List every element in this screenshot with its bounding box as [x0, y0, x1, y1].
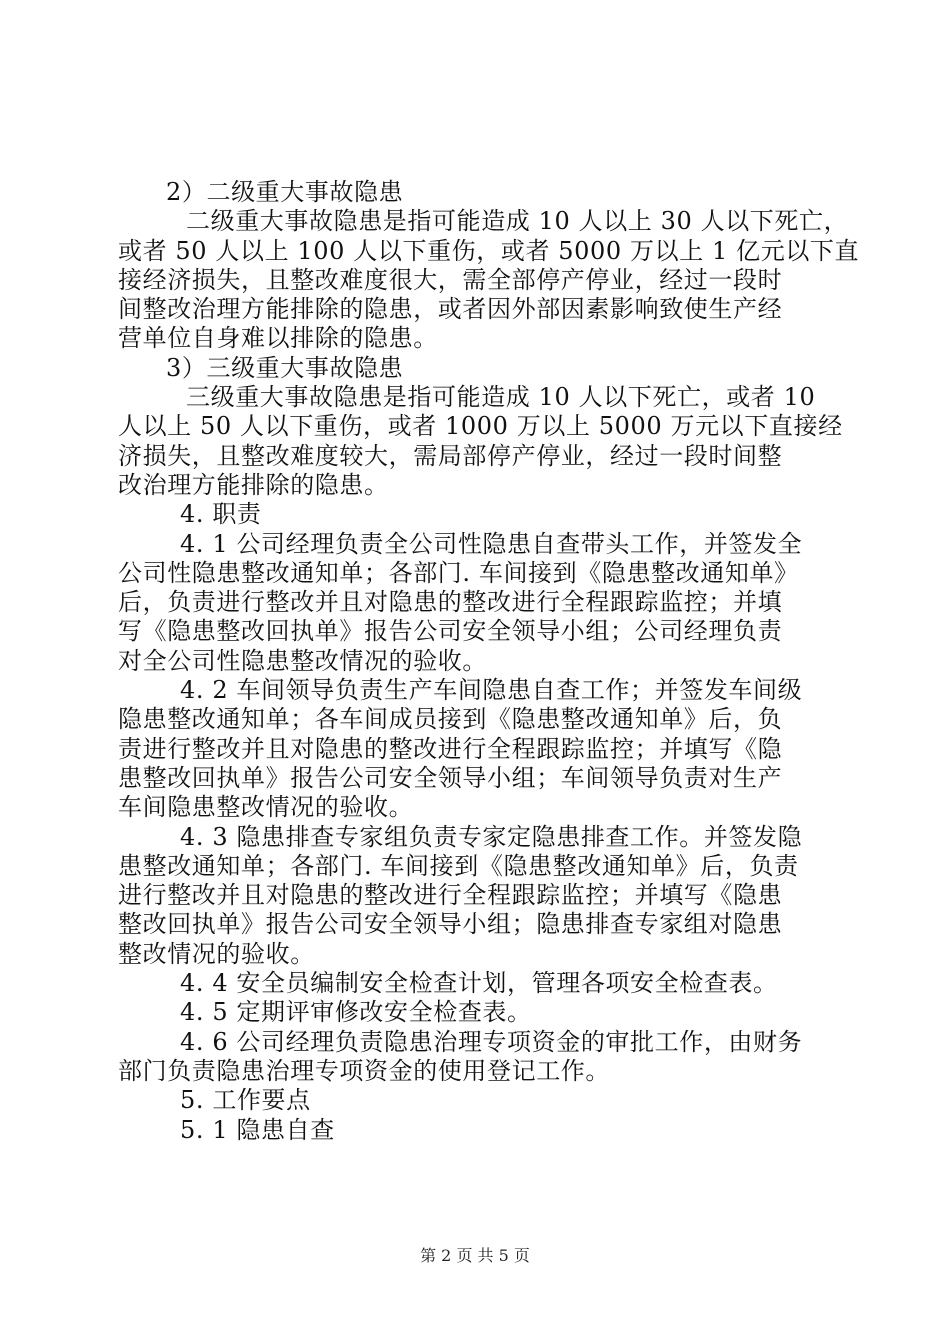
paragraph-line: 进行整改并且对隐患的整改进行全程跟踪监控；并填写《隐患: [118, 881, 783, 910]
paragraph-line: 对全公司性隐患整改情况的验收。: [118, 646, 487, 675]
paragraph-line: 患整改回执单》报告公司安全领导小组；车间领导负责对生产: [118, 763, 783, 792]
heading-level-2-hazard: 2）二级重大事故隐患: [166, 178, 404, 206]
paragraph-line: 二级重大事故隐患是指可能造成 10 人以上 30 人以下死亡，: [186, 207, 849, 236]
paragraph-line: 公司性隐患整改通知单；各部门. 车间接到《隐患整改通知单》: [118, 558, 799, 587]
subsection-heading-self-check: 5. 1 隐患自查: [180, 1115, 335, 1144]
page-footer: [0, 1246, 950, 1266]
paragraph-line: 整改回执单》报告公司安全领导小组；隐患排查专家组对隐患: [118, 910, 783, 939]
paragraph-line: 部门负责隐患治理专项资金的使用登记工作。: [118, 1056, 610, 1085]
page-number-label: 第 2 页 共 5 页: [420, 1246, 530, 1265]
paragraph-line: 4. 4 安全员编制安全检查计划，管理各项安全检查表。: [180, 969, 778, 998]
paragraph-line: 改治理方能排除的隐患。: [118, 470, 389, 499]
paragraph-line: 济损失，且整改难度较大，需局部停产停业，经过一段时间整: [118, 441, 783, 470]
paragraph-line: 三级重大事故隐患是指可能造成 10 人以下死亡，或者 10: [186, 383, 816, 412]
paragraph-line: 接经济损失，且整改难度很大，需全部停产停业，经过一段时: [118, 265, 783, 294]
paragraph-line: 车间隐患整改情况的验收。: [118, 793, 414, 822]
paragraph-line: 整改情况的验收。: [118, 939, 315, 968]
section-heading-work-points: 5. 工作要点: [180, 1086, 311, 1115]
document-body: [118, 178, 860, 1145]
paragraph-line: 4. 5 定期评审修改安全检查表。: [180, 998, 532, 1027]
paragraph-line: 责进行整改并且对隐患的整改进行全程跟踪监控；并填写《隐: [118, 734, 783, 763]
paragraph-line: 写《隐患整改回执单》报告公司安全领导小组；公司经理负责: [118, 617, 783, 646]
paragraph-line: 营单位自身难以排除的隐患。: [118, 324, 438, 353]
paragraph-line: 人以上 50 人以下重伤，或者 1000 万以上 5000 万元以下直接经: [118, 412, 843, 441]
paragraph-line: 隐患整改通知单；各车间成员接到《隐患整改通知单》后，负: [118, 705, 783, 734]
paragraph-line: 4. 3 隐患排查专家组负责专家定隐患排查工作。并签发隐: [180, 822, 803, 851]
paragraph-line: 后，负责进行整改并且对隐患的整改进行全程跟踪监控；并填: [118, 588, 783, 617]
heading-level-3-hazard: 3）三级重大事故隐患: [166, 353, 404, 382]
paragraph-line: 4. 6 公司经理负责隐患治理专项资金的审批工作，由财务: [180, 1027, 803, 1056]
paragraph-line: 4. 1 公司经理负责全公司性隐患自查带头工作，并签发全: [180, 529, 803, 558]
paragraph-line: 间整改治理方能排除的隐患，或者因外部因素影响致使生产经: [118, 295, 783, 324]
section-heading-duties: 4. 职责: [180, 500, 262, 529]
paragraph-line: 4. 2 车间领导负责生产车间隐患自查工作；并签发车间级: [180, 676, 803, 705]
paragraph-line: 患整改通知单；各部门. 车间接到《隐患整改通知单》后，负责: [118, 851, 799, 880]
paragraph-line: 或者 50 人以上 100 人以下重伤，或者 5000 万以上 1 亿元以下直: [118, 236, 860, 265]
